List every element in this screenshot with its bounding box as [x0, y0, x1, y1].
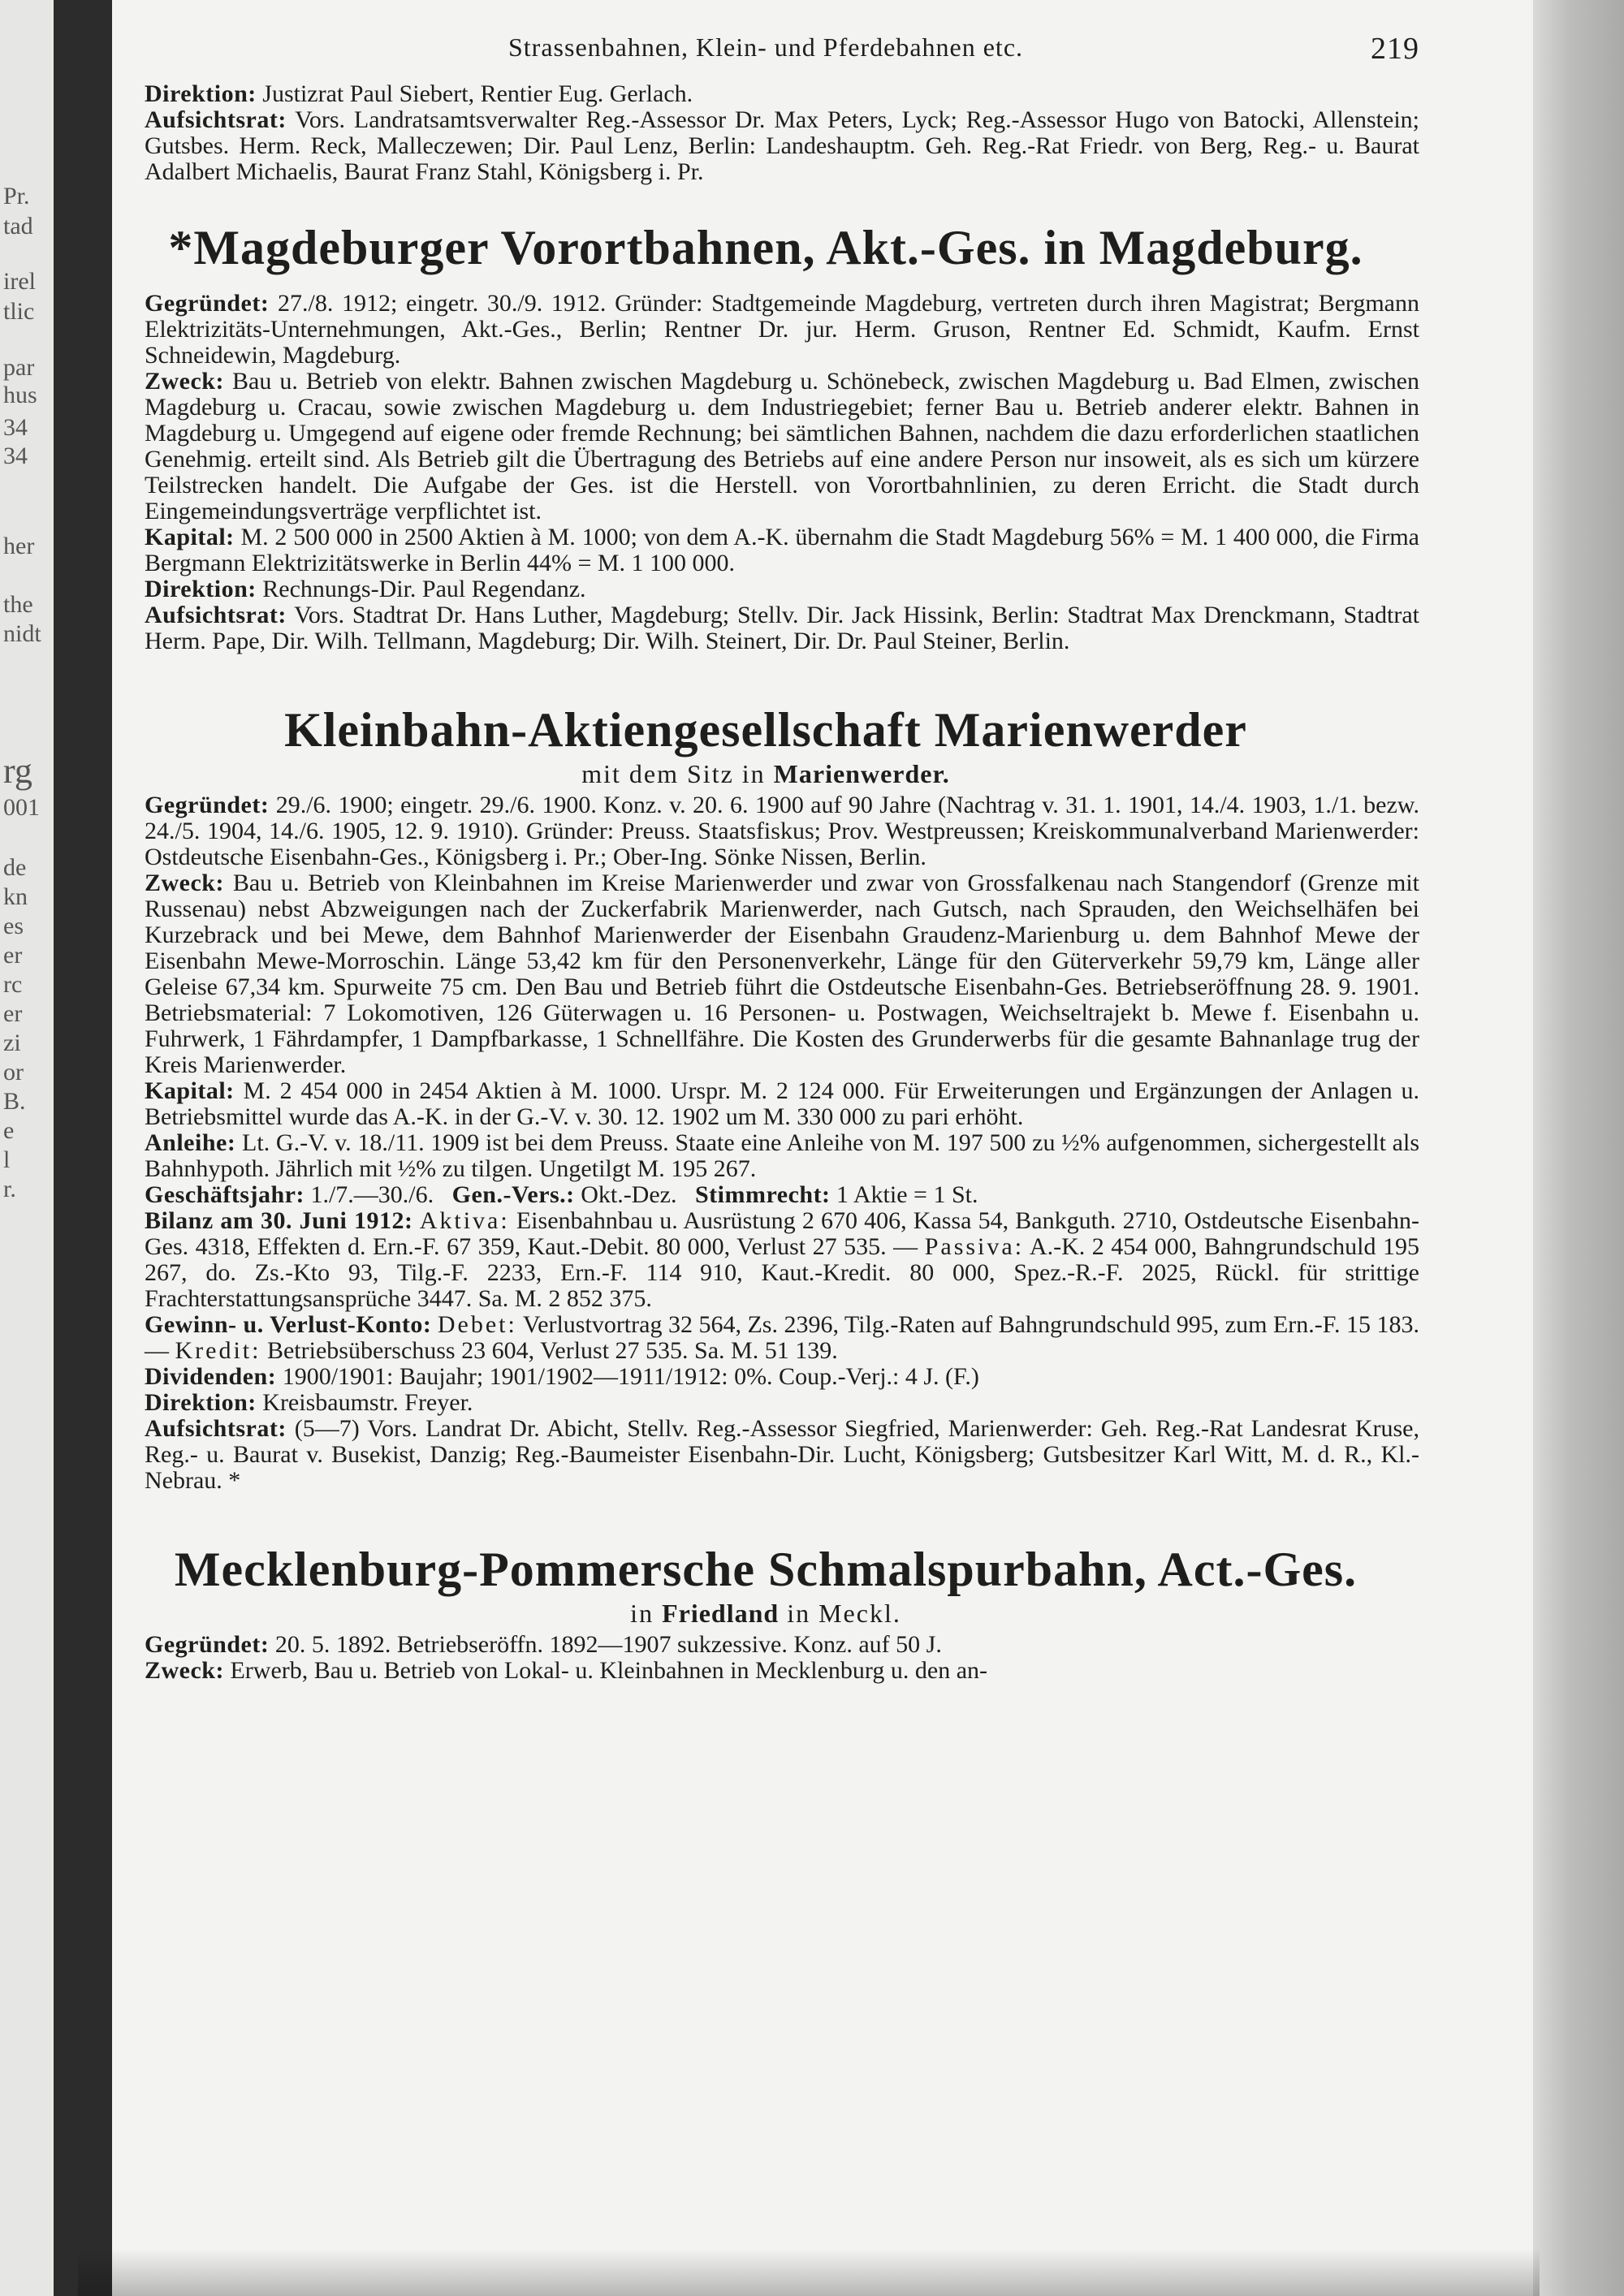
direktion-paragraph — [112, 81, 1419, 107]
direktion-text: Rechnungs-Dir. Paul Regendanz. — [262, 576, 586, 602]
kapital-paragraph — [112, 524, 1419, 576]
bilanz-paragraph — [112, 1208, 1419, 1312]
company-entry-magdeburger-vorortbahnen — [112, 219, 1419, 654]
bilanz-label: Bilanz am 30. Juni 1912: — [145, 1207, 413, 1234]
debet-label: Debet: — [437, 1311, 517, 1338]
gutter-fragment: tlic — [3, 298, 35, 325]
dividenden-label: Dividenden: — [145, 1363, 277, 1390]
direktion-label: Direktion: — [145, 1389, 257, 1416]
company-title: *Magdeburger Vorortbahnen, Akt.-Ges. in Magdeburg. — [168, 221, 1363, 274]
zweck-text: Erwerb, Bau u. Betrieb von Lokal- u. Kleinbahnen in Mecklenburg u. den an- — [230, 1657, 988, 1684]
gutter-fragment: nidt — [3, 620, 41, 647]
gegruendet-paragraph — [112, 1632, 1419, 1658]
stimmrecht-text: 1 Aktie = 1 St. — [836, 1181, 978, 1208]
page — [112, 24, 1419, 1684]
aktiva-label: Aktiva: — [419, 1207, 510, 1234]
gutter-fragment: Pr. — [3, 183, 30, 209]
gegruendet-label: Gegründet: — [145, 792, 270, 818]
genvers-label: Gen.-Vers.: — [451, 1181, 575, 1208]
aufsichtsrat-paragraph — [112, 602, 1419, 654]
gegruendet-paragraph — [112, 792, 1419, 870]
zweck-label: Zweck: — [145, 870, 224, 896]
company-title: Mecklenburg-Pommersche Schmalspurbahn, Act.-Ges. — [174, 1543, 1358, 1596]
anleihe-paragraph — [112, 1130, 1419, 1182]
aufsichtsrat-label: Aufsichtsrat: — [145, 602, 287, 628]
direktion-paragraph — [112, 576, 1419, 602]
kredit-label: Kredit: — [175, 1337, 261, 1364]
company-entry-mecklenburg-pommersche — [112, 1541, 1419, 1684]
direktion-text: Justizrat Paul Siebert, Rentier Eug. Gerlach. — [262, 80, 693, 107]
gutter-fragment: rg — [3, 751, 32, 791]
subtitle-prefix: mit dem Sitz in — [581, 759, 766, 788]
guv-label: Gewinn- u. Verlust-Konto: — [145, 1311, 432, 1338]
gutter-fragment: de — [3, 854, 27, 881]
aufsichtsrat-text: Vors. Stadtrat Dr. Hans Luther, Magdeburg; Stellv. Dir. Jack Hissink, Berlin: Stadtrat Max Drenckmann, Stadtrat Herm. Pape, Dir. Wilh. Tellmann, Magdeburg; Dir. Wilh. Steinert, Dir. Dr. Paul Steiner, Berlin. — [145, 602, 1419, 654]
page-number: 219 — [1371, 32, 1419, 66]
geschaeftsjahr-text: 1./7.—30./6. — [310, 1181, 434, 1208]
geschaeftsjahr-label: Geschäftsjahr: — [145, 1181, 304, 1208]
company-entry-kleinbahn-marienwerder — [112, 701, 1419, 1494]
genvers-text: Okt.-Dez. — [581, 1181, 677, 1208]
geschaeftsjahr-paragraph — [112, 1182, 1419, 1208]
aufsichtsrat-text: Vors. Landratsamtsverwalter Reg.-Assessor Dr. Max Peters, Lyck; Reg.-Assessor Hugo von Batocki, Allenstein; Gutsbes. Herm. Reck, Malleczewen; Dir. Paul Lenz, Berlin: Landeshauptm. Geh. Reg.-Rat Friedr. von Berg, Reg.- u. Baurat Adalbert Michaelis, Baurat Franz Stahl, Königsberg i. Pr. — [145, 106, 1419, 185]
aktiva-text: Eisenbahnbau u. Ausrüstung 2 670 406, Kassa 54, Bankguth. 2710, Ostdeutsche Eisenbahn-Ges. 4318, Effekten d. Ern.-F. 67 359, Kaut.-Debit. 80 000, Verlust 27 535. — — [145, 1207, 1420, 1260]
gutter-fragment: es — [3, 913, 24, 939]
zweck-paragraph — [112, 870, 1419, 1078]
page-edge — [1533, 0, 1624, 2296]
running-head — [112, 24, 1419, 67]
zweck-paragraph — [112, 1658, 1419, 1684]
aufsichtsrat-text: (5—7) Vors. Landrat Dr. Abicht, Stellv. Reg.-Assessor Siegfried, Marienwerder: Geh. Reg.-Rat Landesrat Kruse, Reg.- u. Baurat v. Busekist, Danzig; Reg.-Baumeister Eisenbahn-Dir. Lucht, Königsberg; Gutsbesitzer Karl Witt, M. d. R., Kl.-Nebrau. * — [145, 1415, 1419, 1494]
aufsichtsrat-label: Aufsichtsrat: — [145, 1415, 287, 1442]
kredit-text: Betriebsüberschuss 23 604, Verlust 27 535. Sa. M. 51 139. — [266, 1337, 838, 1364]
aufsichtsrat-paragraph — [112, 1416, 1419, 1494]
gutter-fragment: hus — [3, 382, 37, 408]
aufsichtsrat-label: Aufsichtsrat: — [145, 106, 287, 133]
anleihe-text: Lt. G.-V. v. 18./11. 1909 ist bei dem Preuss. Staate eine Anleihe von M. 197 500 zu ½% aufgenommen, sichergestellt als Bahnhypoth. Jährlich mit ½% zu tilgen. Ungetilgt M. 195 267. — [145, 1129, 1419, 1182]
anleihe-label: Anleihe: — [145, 1129, 236, 1156]
zweck-text: Bau u. Betrieb von elektr. Bahnen zwischen Magdeburg u. Schönebeck, zwischen Magdeburg u. Bad Elmen, zwischen Magdeburg u. Cracau, sowie zwischen Magdeburg u. dem Industriegebiet; ferner Bau u. Betrieb anderer elektr. Bahnen in Magdeburg u. Umgegend auf eigene oder fremde Rechnung; bei sämtlichen Bahnen, nachdem die dazu erforderlichen staatlichen Genehmig. erteilt sind. Als Betrieb gilt die Übertragung des Betriebs auf eine andere Person nur insoweit, als es sich um kürzere Teilstrecken handelt. Die Aufgabe der Ges. ist die Herstell. von Vorortbahnlinien, zu deren Erricht. die Stadt durch Eingemeindungsverträge verpflichtet ist. — [145, 368, 1420, 524]
company-title: Kleinbahn-Aktiengesellschaft Marienwerder — [284, 703, 1247, 757]
subtitle-place: Friedland — [662, 1599, 780, 1628]
gutter-fragment: par — [3, 354, 35, 381]
gutter-fragment: kn — [3, 883, 28, 910]
gegruendet-text: 27./8. 1912; eingetr. 30./9. 1912. Gründer: Stadtgemeinde Magdeburg, vertreten durch ihren Magistrat; Bergmann Elektrizitäts-Unternehmungen, Akt.-Ges., Berlin; Rentner Dr. jur. Herm. Gruson, Rentner Ed. Schmidt, Kaufm. Ernst Schneidewin, Magdeburg. — [145, 290, 1419, 369]
gegruendet-label: Gegründet: — [145, 1631, 270, 1658]
gutter-fragment: 001 — [3, 794, 40, 821]
debet-text: Verlustvortrag 32 564, Zs. 2396, Tilg.-Raten auf Bahngrundschuld 995, zum Ern.-F. 15 183. — — [145, 1311, 1420, 1364]
zweck-label: Zweck: — [145, 1657, 224, 1684]
gutter-fragment: zi — [3, 1029, 21, 1056]
gutter-fragment: e — [3, 1117, 15, 1144]
stimmrecht-label: Stimmrecht: — [694, 1181, 831, 1208]
dividenden-text: 1900/1901: Baujahr; 1901/1902—1911/1912: 0%. Coup.-Verj.: 4 J. (F.) — [282, 1363, 979, 1390]
zweck-text: Bau u. Betrieb von Kleinbahnen im Kreise Marienwerder und zwar von Grossfalkenau nach Stangendorf (Grenze mit Russenau) nebst Abzweigungen nach der Zuckerfabrik Marienwerder, nach Gutsch, nach Sprauden, den Weichselhäfen bei Kurzebrack und bei Mewe, dem Bahnhof Marienwerder der Eisenbahn Graudenz-Marienburg u. dem Bahnhof Mewe der Eisenbahn Mewe-Morroschin. Länge 53,42 km für den Personenverkehr, Länge für den Güterverkehr 59,79 km, Länge aller Geleise 67,34 km. Spurweite 75 cm. Den Bau und Betrieb führt die Ostdeutsche Eisenbahn-Ges. Betriebseröffnung 28. 9. 1901. Betriebsmaterial: 7 Lokomotiven, 126 Güterwagen u. 16 Personen- u. Postwagen, Weichseltrajekt b. Mewe f. Eisenbahn u. Fuhrwerk, 1 Fährdampfer, 1 Dampfbarkasse, 1 Schnellfähre. Die Kosten des Grunderwerbs für die gesamte Bahnanlage trug der Kreis Marienwerder. — [145, 870, 1420, 1078]
gutter-fragment: the — [3, 591, 33, 618]
gegruendet-label: Gegründet: — [145, 290, 270, 317]
gutter-fragment: rc — [3, 971, 23, 998]
kapital-text: M. 2 500 000 in 2500 Aktien à M. 1000; von dem A.-K. übernahm die Stadt Magdeburg 56% = M. 1 400 000, die Firma Bergmann Elektrizitätswerke in Berlin 44% = M. 1 100 000. — [145, 524, 1419, 576]
gegruendet-text: 29./6. 1900; eingetr. 29./6. 1900. Konz. v. 20. 6. 1900 auf 90 Jahre (Nachtrag v. 31. 1. 1901, 14./4. 1903, 1./1. bezw. 24./5. 1904, 14./6. 1905, 12. 9. 1910). Gründer: Preuss. Staatsfiskus; Prov. Westpreussen; Kreiskommunalverband Marienwerder: Ostdeutsche Eisenbahn-Ges., Königsberg i. Pr.; Ober-Ing. Sönke Nissen, Berlin. — [145, 792, 1419, 870]
dividenden-paragraph — [112, 1364, 1419, 1390]
previous-entry-continuation — [112, 81, 1419, 185]
gewinn-verlust-paragraph — [112, 1312, 1419, 1364]
zweck-paragraph — [112, 369, 1419, 524]
gutter-fragment: 34 — [3, 414, 28, 441]
book-spine — [54, 0, 112, 2296]
gutter-fragment: er — [3, 1000, 23, 1027]
gutter-fragment: or — [3, 1059, 24, 1085]
direktion-paragraph — [112, 1390, 1419, 1416]
gutter-fragment: l — [3, 1146, 11, 1173]
subtitle-place: Marienwerder. — [773, 759, 950, 788]
gutter-fragment: irel — [3, 268, 36, 295]
company-subtitle — [112, 758, 1419, 789]
gutter-fragment: 34 — [3, 442, 28, 469]
direktion-label: Direktion: — [145, 80, 257, 107]
gegruendet-paragraph — [112, 291, 1419, 369]
gutter-fragment: B. — [3, 1088, 26, 1115]
passiva-text: A.-K. 2 454 000, Bahngrundschuld 195 267, do. Zs.-Kto 93, Tilg.-F. 2233, Ern.-F. 114 910, Kaut.-Kredit. 80 000, Spez.-R.-F. 2025, Rückl. für strittige Frachterstattungsansprüche 3447. Sa. M. 2 852 375. — [145, 1233, 1419, 1312]
kapital-text: M. 2 454 000 in 2454 Aktien à M. 1000. Urspr. M. 2 124 000. Für Erweiterungen und Ergänzungen der Anlagen u. Betriebsmittel wurde das A.-K. in der G.-V. v. 30. 12. 1902 um M. 330 000 zu pari erhöht. — [145, 1077, 1419, 1130]
gutter-fragment: tad — [3, 213, 33, 240]
passiva-label: Passiva: — [924, 1233, 1025, 1260]
kapital-label: Kapital: — [145, 524, 235, 550]
gutter-fragment: r. — [3, 1176, 16, 1202]
direktion-label: Direktion: — [145, 576, 257, 602]
kapital-label: Kapital: — [145, 1077, 235, 1104]
scan-shadow — [78, 2249, 1540, 2296]
gegruendet-text: 20. 5. 1892. Betriebseröffn. 1892—1907 sukzessive. Konz. auf 50 J. — [274, 1631, 942, 1658]
gutter-fragment: er — [3, 942, 23, 969]
company-subtitle — [112, 1598, 1419, 1629]
direktion-text: Kreisbaumstr. Freyer. — [262, 1389, 473, 1416]
aufsichtsrat-paragraph — [112, 107, 1419, 185]
zweck-label: Zweck: — [145, 368, 224, 395]
kapital-paragraph — [112, 1078, 1419, 1130]
running-head-title: Strassenbahnen, Klein- und Pferdebahnen etc. — [508, 32, 1024, 62]
gutter-fragment: her — [3, 533, 35, 559]
subtitle-prefix: in — [630, 1599, 654, 1628]
subtitle-suffix: in Meckl. — [787, 1599, 901, 1628]
